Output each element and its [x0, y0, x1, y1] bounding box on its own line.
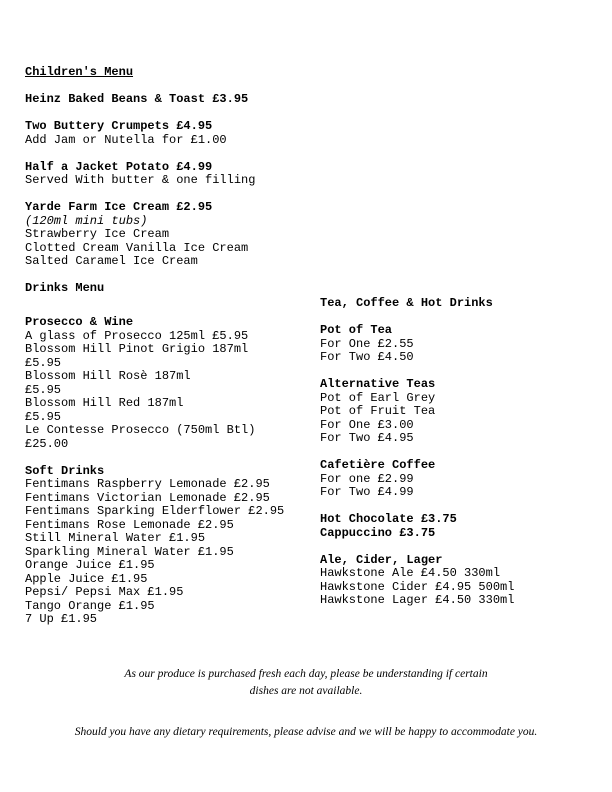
menu-line: Still Mineral Water £1.95 — [25, 531, 206, 545]
menu-line: Fentimans Rose Lemonade £2.95 — [25, 517, 234, 532]
menu-item — [25, 120, 255, 147]
section-title: Soft Drinks — [25, 463, 105, 478]
menu-line: Blossom Hill Pinot Grigio 187ml — [25, 342, 249, 356]
section-title: Alternative Teas — [320, 377, 436, 391]
children-menu-section — [25, 66, 255, 309]
menu-item — [25, 93, 255, 107]
menu-item-detail: Strawberry Ice Cream — [25, 227, 170, 241]
menu-line: Pepsi/ Pepsi Max £1.95 — [25, 585, 184, 599]
menu-line: Sparkling Mineral Water £1.95 — [25, 544, 234, 559]
menu-line: For Two £4.50 — [320, 350, 414, 364]
availability-note-line1: As our produce is purchased fresh each day, please be understanding if certain — [124, 668, 488, 680]
hot-drinks-heading-group — [320, 297, 590, 311]
drinks-right-column — [320, 297, 590, 621]
menu-item-detail: Add Jam or Nutella for £1.00 — [25, 132, 227, 147]
menu-line: Fentimans Victorian Lemonade £2.95 — [25, 490, 270, 505]
menu-section-pot-of-tea — [320, 324, 590, 365]
menu-section-cafetiere-coffee — [320, 459, 590, 500]
section-title: Ale, Cider, Lager — [320, 552, 443, 567]
menu-line: Pot of Fruit Tea — [320, 404, 436, 418]
menu-line: Orange Juice £1.95 — [25, 558, 155, 572]
menu-line: Fentimans Sparking Elderflower £2.95 — [25, 504, 285, 518]
menu-line: Fentimans Raspberry Lemonade £2.95 — [25, 477, 270, 491]
menu-line: Hawkstone Cider £4.95 500ml — [320, 579, 515, 594]
menu-line: For One £2.55 — [320, 336, 414, 351]
menu-item-title: Two Buttery Crumpets £4.95 — [25, 119, 213, 133]
menu-item — [25, 161, 255, 188]
menu-line: For Two £4.95 — [320, 431, 414, 445]
drinks-menu-heading-group — [25, 282, 255, 296]
menu-item-title: Heinz Baked Beans & Toast £3.95 — [25, 92, 249, 106]
menu-item-title: Cappuccino £3.75 — [320, 525, 436, 540]
menu-line: Tango Orange £1.95 — [25, 598, 155, 613]
drinks-menu-heading: Drinks Menu — [25, 281, 105, 295]
menu-section-alternative-teas — [320, 378, 590, 446]
availability-note — [0, 666, 612, 699]
menu-line: Hawkstone Ale £4.50 330ml — [320, 566, 501, 580]
menu-line: For one £2.99 — [320, 471, 414, 486]
menu-section-soft-drinks — [25, 465, 305, 627]
menu-line: Le Contesse Prosecco (750ml Btl) — [25, 423, 256, 437]
menu-line: Blossom Hill Rosè 187ml — [25, 369, 191, 383]
menu-line: £5.95 — [25, 382, 62, 397]
menu-line: £5.95 — [25, 409, 62, 424]
menu-line: £25.00 — [25, 436, 69, 451]
menu-item-title: Half a Jacket Potato £4.99 — [25, 159, 213, 174]
availability-note-line2: dishes are not available. — [249, 684, 363, 697]
section-title: Pot of Tea — [320, 323, 393, 337]
menu-item-title: Hot Chocolate £3.75 — [320, 512, 457, 526]
children-menu-heading: Children's Menu — [25, 65, 134, 79]
menu-line: Blossom Hill Red 187ml — [25, 396, 184, 410]
section-title: Cafetière Coffee — [320, 458, 436, 472]
menu-item-detail: Served With butter & one filling — [25, 173, 256, 187]
menu-item-note: (120ml mini tubs) — [25, 213, 148, 228]
menu-line: For Two £4.99 — [320, 485, 414, 499]
menu-item-detail: Clotted Cream Vanilla Ice Cream — [25, 240, 249, 255]
menu-line: For One £3.00 — [320, 417, 414, 432]
menu-section-hot-chocolate-cappuccino — [320, 513, 590, 540]
menu-line: Apple Juice £1.95 — [25, 571, 148, 586]
menu-line: Hawkstone Lager £4.50 330ml — [320, 593, 515, 607]
menu-item-title: Yarde Farm Ice Cream £2.95 — [25, 200, 213, 214]
menu-line: £5.95 — [25, 355, 62, 370]
menu-item-detail: Salted Caramel Ice Cream — [25, 254, 198, 268]
menu-section-ale-cider-lager — [320, 554, 590, 608]
menu-line: A glass of Prosecco 125ml £5.95 — [25, 328, 249, 343]
dietary-note — [0, 724, 612, 741]
menu-line: 7 Up £1.95 — [25, 612, 98, 626]
menu-section-prosecco-wine — [25, 316, 305, 451]
dietary-note-line: Should you have any dietary requirements, please advise and we will be happy to accommodate you. — [74, 726, 538, 738]
menu-heading-group — [25, 66, 255, 80]
drinks-left-column — [25, 316, 305, 640]
menu-item — [25, 201, 255, 269]
menu-line: Pot of Earl Grey — [320, 390, 436, 405]
hot-drinks-heading: Tea, Coffee & Hot Drinks — [320, 296, 493, 310]
section-title: Prosecco & Wine — [25, 315, 134, 329]
